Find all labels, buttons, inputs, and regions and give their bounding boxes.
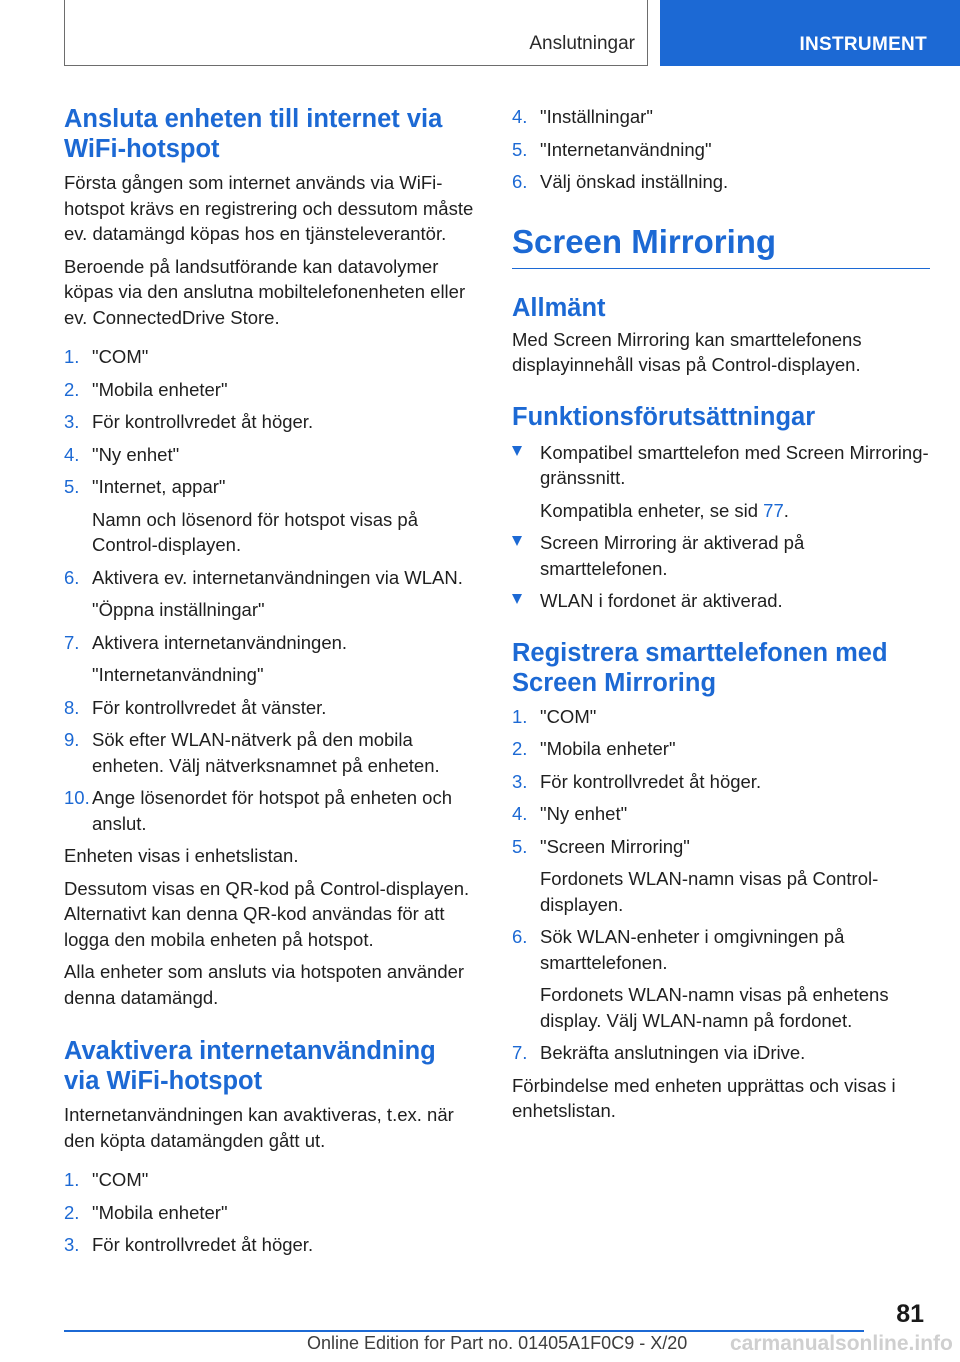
paragraph: Förbindelse med enheten upprättas och visas i enhetslistan.	[512, 1074, 896, 1121]
step-text: "Internet, appar"	[92, 476, 226, 497]
step-number: 6.	[64, 566, 80, 588]
step-number: 3.	[64, 411, 80, 432]
step-item	[64, 377, 478, 403]
step-number: 7.	[64, 631, 80, 653]
heading-register: Registrera smarttelefonen med Screen Mirroring	[512, 638, 888, 697]
step-item	[512, 769, 930, 795]
page-number: 81	[896, 1300, 924, 1328]
heading-general: Allmänt	[512, 293, 606, 322]
step-item	[512, 704, 930, 730]
paragraph: Internetanvändningen kan avaktiveras, t.ex. när den köpta datamängden gått ut.	[64, 1104, 454, 1151]
footer-edition: Online Edition for Part no. 01405A1F0C9 - X/20	[307, 1333, 688, 1353]
step-text: Bekräfta anslutningen via iDrive.	[540, 1042, 806, 1063]
step-item	[512, 137, 930, 163]
step-text: Aktivera ev. internetanvändningen via WLAN.	[92, 566, 463, 588]
step-text: För kontrollvredet åt höger.	[92, 411, 314, 432]
step-item	[512, 736, 930, 762]
header-chapter-title: INSTRUMENT	[799, 34, 927, 55]
paragraph: Alla enheter som ansluts via hotspoten använder denna datamängd.	[64, 961, 465, 1008]
paragraph: Beroende på landsutförande kan datavolymer köpas via den anslutna mobiltelefonenheten eller ev. ConnectedDrive Store.	[64, 255, 466, 328]
step-text: Ange lösenordet för hotspot på enheten och anslut.	[92, 787, 452, 834]
header-chapter-tab	[660, 0, 960, 66]
heading-deactivate: Avaktivera internetanvändning via WiFi-hotspot	[64, 1037, 436, 1095]
step-item	[512, 1040, 930, 1066]
step-number: 2.	[64, 1201, 80, 1223]
footer-watermark: carmanualsonline.info	[730, 1332, 953, 1355]
step-text: Välj önskad inställning.	[540, 171, 729, 192]
step-number: 2.	[64, 378, 80, 400]
step-item	[512, 924, 930, 1033]
step-item	[64, 409, 478, 435]
step-item	[64, 1232, 478, 1258]
paragraph: Med Screen Mirroring kan smarttelefonens displayinnehåll visas på Control-displayen.	[512, 328, 862, 375]
step-number: 6.	[512, 926, 528, 947]
step-item	[64, 1200, 478, 1226]
steps-list-connect	[64, 344, 478, 836]
step-number: 5.	[512, 835, 528, 857]
step-number: 3.	[64, 1234, 80, 1255]
left-column	[64, 104, 478, 1258]
step-item	[64, 474, 478, 558]
step-number: 6.	[512, 171, 528, 192]
step-item	[64, 442, 478, 468]
step-text: "Mobila enheter"	[92, 1201, 228, 1223]
right-column	[512, 104, 930, 1124]
requirement-subtext	[540, 498, 930, 524]
requirements-list	[512, 440, 930, 614]
step-item	[512, 169, 930, 195]
requirement-subtext-post: .	[783, 499, 789, 521]
steps-list-deactivate-continued	[512, 104, 930, 195]
step-number: 5.	[512, 138, 528, 160]
header-section-title: Anslutningar	[529, 33, 635, 54]
step-number: 1.	[64, 346, 80, 367]
step-text: "COM"	[92, 1169, 149, 1190]
step-text: "COM"	[92, 346, 149, 367]
step-text: "Ny enhet"	[540, 803, 628, 824]
step-number: 4.	[512, 803, 528, 824]
step-text: Sök WLAN-enheter i omgivningen på smarttelefonen.	[540, 926, 845, 973]
step-item	[64, 1167, 478, 1193]
step-number: 9.	[64, 729, 80, 750]
step-text: För kontrollvredet åt höger.	[540, 770, 762, 792]
step-number: 1.	[512, 705, 528, 727]
triangle-bullet-icon	[512, 446, 522, 456]
page-reference-link[interactable]: 77	[763, 499, 784, 521]
requirement-text: Kompatibel smarttelefon med Screen Mirroring-gränssnitt.	[540, 441, 929, 488]
paragraph: Första gången som internet används via WiFi-hotspot krävs en registrering och dessutom måste ev. datamängd köpas hos en tjänsteleverantör.	[64, 172, 474, 244]
step-number: 5.	[64, 476, 80, 497]
step-number: 1.	[64, 1169, 80, 1190]
requirement-item	[512, 530, 930, 581]
step-item	[64, 695, 478, 721]
step-subtext: "Internetanvändning"	[92, 664, 264, 685]
step-number: 8.	[64, 696, 80, 718]
heading-requirements: Funktionsförutsättningar	[512, 402, 816, 431]
step-number: 2.	[512, 738, 528, 759]
triangle-bullet-icon	[512, 536, 522, 546]
step-text: "Internetanvändning"	[540, 138, 712, 160]
step-item	[64, 565, 478, 623]
step-item	[512, 104, 930, 130]
step-subtext: "Öppna inställningar"	[92, 599, 265, 620]
step-text: Aktivera internetanvändningen.	[92, 631, 348, 653]
step-text: För kontrollvredet åt höger.	[92, 1234, 314, 1255]
step-subtext: Fordonets WLAN-namn visas på Control-displayen.	[540, 868, 879, 915]
step-item	[64, 727, 478, 778]
requirement-text: WLAN i fordonet är aktiverad.	[540, 590, 783, 611]
requirement-item	[512, 588, 930, 614]
step-text: Sök efter WLAN-nätverk på den mobila enheten. Välj nätverksnamnet på enheten.	[92, 729, 440, 776]
step-item	[64, 785, 478, 836]
paragraph: Enheten visas i enhetslistan.	[64, 845, 299, 866]
step-text: För kontrollvredet åt vänster.	[92, 696, 327, 718]
steps-list-register	[512, 704, 930, 1066]
step-number: 3.	[512, 770, 528, 792]
step-subtext: Fordonets WLAN-namn visas på enhetens display. Välj WLAN-namn på fordonet.	[540, 984, 889, 1031]
steps-list-deactivate	[64, 1167, 478, 1258]
step-item	[512, 834, 930, 918]
heading-wifi-hotspot: Ansluta enheten till internet via WiFi-hotspot	[64, 105, 443, 163]
heading-screen-mirroring: Screen Mirroring	[512, 222, 930, 269]
step-item	[64, 630, 478, 688]
paragraph: Dessutom visas en QR-kod på Control-displayen. Alternativt kan denna QR-kod användas för att logga den mobila enheten på hotspot.	[64, 877, 470, 950]
step-subtext: Namn och lösenord för hotspot visas på Control-displayen.	[92, 508, 418, 555]
step-text: "Inställningar"	[540, 106, 653, 127]
step-text: "Ny enhet"	[92, 443, 180, 465]
requirement-subtext-pre: Kompatibla enheter, se sid	[540, 499, 764, 521]
step-number: 10.	[64, 787, 90, 808]
step-number: 4.	[512, 106, 528, 127]
step-number: 4.	[64, 443, 80, 465]
step-text: "Mobila enheter"	[92, 378, 228, 400]
step-number: 7.	[512, 1042, 528, 1063]
step-item	[512, 801, 930, 827]
step-text: "COM"	[540, 705, 597, 727]
triangle-bullet-icon	[512, 594, 522, 604]
step-text: "Mobila enheter"	[540, 738, 676, 759]
header-section-box	[64, 0, 648, 66]
requirement-item	[512, 440, 930, 524]
step-text: "Screen Mirroring"	[540, 835, 690, 857]
step-item	[64, 344, 478, 370]
requirement-text: Screen Mirroring är aktiverad på smarttelefonen.	[540, 532, 805, 579]
